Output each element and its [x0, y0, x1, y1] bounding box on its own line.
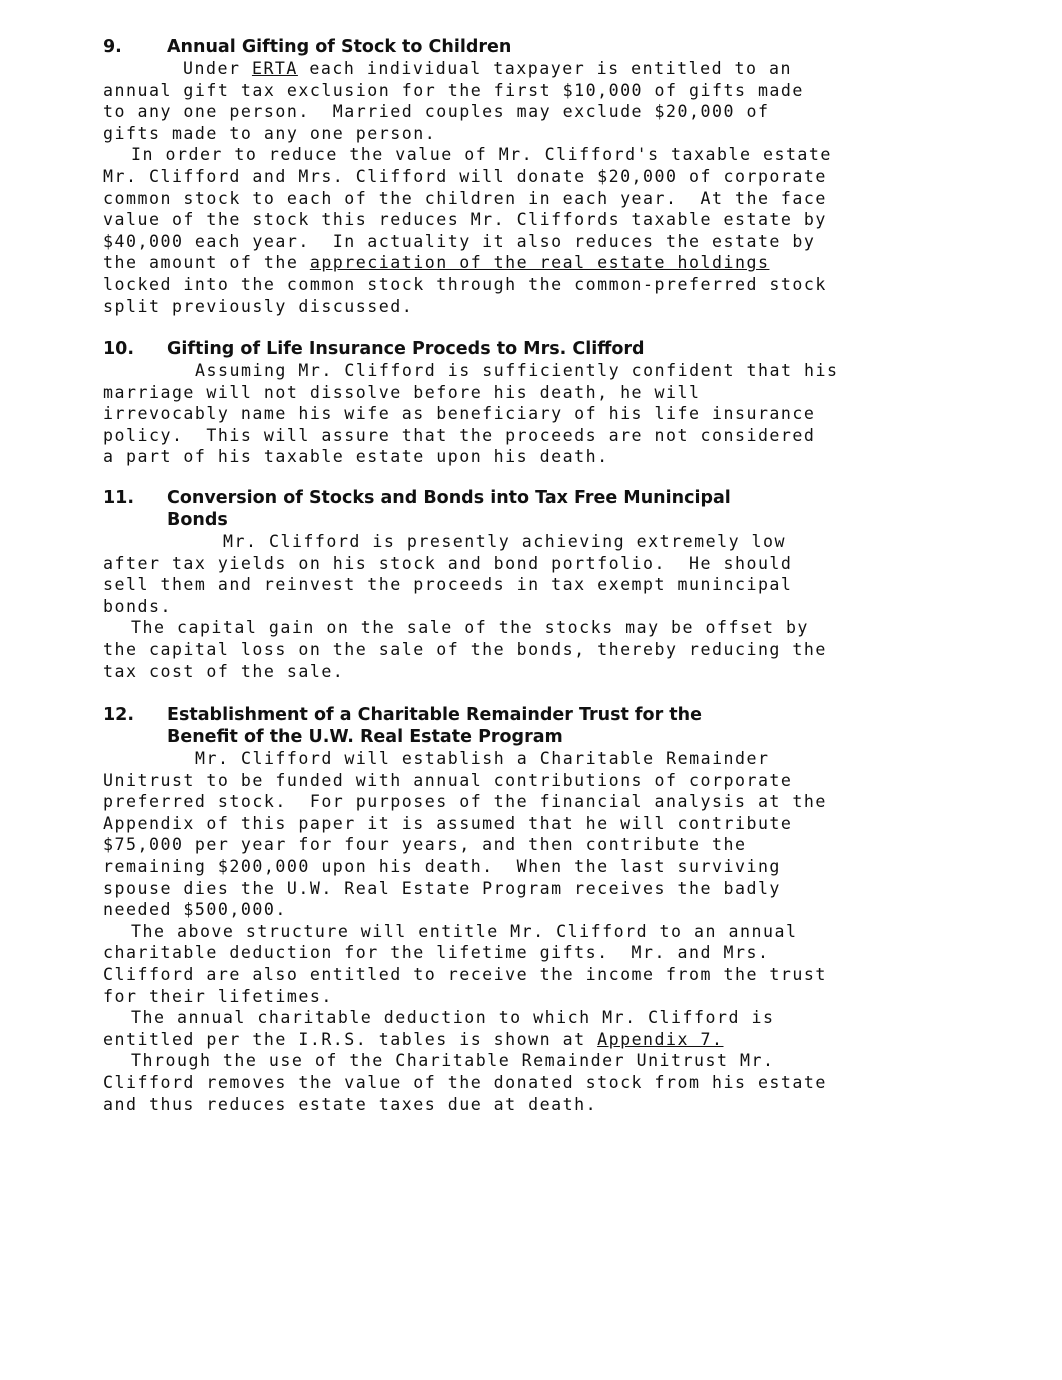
body-line — [103, 382, 953, 404]
body-line — [103, 942, 953, 964]
text-run: Clifford removes the value of the donated stock from his estate — [103, 1072, 827, 1092]
section-title: Gifting of Life Insurance Proceds to Mrs. Clifford — [167, 339, 645, 359]
text-run: gifts made to any one person. — [103, 123, 437, 143]
body-line — [103, 446, 953, 468]
body-line — [103, 403, 953, 425]
text-run: common stock to each of the children in each year. At the face — [103, 188, 827, 208]
body-line — [103, 856, 953, 878]
body-line — [103, 661, 953, 683]
text-run: Appendix of this paper it is assumed that he will contribute — [103, 813, 793, 833]
text-run: value of the stock this reduces Mr. Cliffords taxable estate by — [103, 210, 827, 230]
text-run: for their lifetimes. — [103, 986, 333, 1006]
section-heading — [103, 338, 953, 360]
body-line — [103, 80, 953, 102]
text-run: marriage will not dissolve before his death, he will — [103, 382, 701, 402]
section-heading-continued — [103, 509, 953, 531]
text-run: The annual charitable deduction to which Mr. Clifford is — [131, 1008, 775, 1028]
text-run: split previously discussed. — [103, 296, 414, 316]
body-line — [103, 964, 953, 986]
section-number: 9. — [103, 37, 122, 57]
text-run: Mr. Clifford will establish a Charitable Remainder — [195, 749, 770, 768]
body-line — [103, 878, 953, 900]
body-line — [103, 296, 953, 318]
text-run: tax cost of the sale. — [103, 661, 345, 681]
underlined-text: appreciation of the real estate holdings — [309, 253, 770, 273]
section-number: 10. — [103, 339, 135, 359]
text-run: after tax yields on his stock and bond portfolio. He should — [103, 553, 793, 573]
section-body — [103, 531, 953, 682]
text-run: annual gift tax exclusion for the first $10,000 of gifts made — [103, 80, 804, 100]
section-number: 12. — [103, 705, 135, 725]
section-life-insurance — [103, 338, 953, 468]
body-line — [103, 813, 953, 835]
text-run: The capital gain on the sale of the stocks may be offset by — [131, 618, 809, 638]
text-run: spouse dies the U.W. Real Estate Program receives the badly — [103, 878, 781, 898]
text-run: The above structure will entitle Mr. Clifford to an annual — [131, 921, 798, 941]
section-annual-gifting — [103, 36, 953, 317]
body-line — [103, 899, 953, 921]
body-line — [103, 144, 953, 166]
body-line — [103, 58, 953, 80]
section-municipal-bonds — [103, 487, 953, 682]
body-line — [103, 252, 953, 274]
body-line — [103, 1094, 953, 1116]
body-line — [103, 834, 953, 856]
text-run: the amount of the — [103, 253, 310, 273]
text-run: Clifford are also entitled to receive the income from the trust — [103, 964, 827, 984]
text-run: and thus reduces estate taxes due at death. — [103, 1094, 598, 1114]
text-run: $75,000 per year for four years, and then contribute the — [103, 835, 747, 855]
body-line — [103, 574, 953, 596]
text-run: Under — [183, 59, 252, 78]
text-run: irrevocably name his wife as beneficiary of his life insurance — [103, 404, 816, 424]
body-line — [103, 553, 953, 575]
body-line — [103, 1050, 953, 1072]
section-title: Conversion of Stocks and Bonds into Tax Free Munincipal — [167, 488, 731, 508]
body-line — [103, 425, 953, 447]
body-line — [103, 209, 953, 231]
body-line — [103, 1072, 953, 1094]
text-run: entitled per the I.R.S. tables is shown at — [103, 1029, 598, 1049]
section-title: Annual Gifting of Stock to Children — [167, 37, 512, 57]
body-line — [103, 986, 953, 1008]
text-run: Mr. Clifford and Mrs. Clifford will donate $20,000 of corporate — [103, 166, 827, 186]
body-line — [103, 748, 953, 770]
section-heading-continued — [103, 726, 953, 748]
text-run: the capital loss on the sale of the bonds, thereby reducing the — [103, 639, 827, 659]
section-body — [103, 58, 953, 317]
section-heading — [103, 704, 953, 726]
text-run: preferred stock. For purposes of the financial analysis at the — [103, 792, 827, 812]
text-run: needed $500,000. — [103, 900, 287, 920]
text-run: policy. This will assure that the proceeds are not considered — [103, 425, 816, 445]
text-run: remaining $200,000 upon his death. When the last surviving — [103, 856, 781, 876]
text-run: a part of his taxable estate upon his death. — [103, 447, 609, 467]
text-run: $40,000 each year. In actuality it also reduces the estate by — [103, 231, 816, 251]
text-run: In order to reduce the value of Mr. Clifford's taxable estate — [131, 145, 832, 165]
body-line — [103, 166, 953, 188]
text-run: Mr. Clifford is presently achieving extremely low — [223, 532, 787, 551]
underlined-text: ERTA — [251, 59, 298, 78]
text-run: bonds. — [103, 596, 172, 616]
body-line — [103, 231, 953, 253]
section-heading — [103, 487, 953, 509]
body-line — [103, 531, 953, 553]
underlined-text: Appendix 7. — [597, 1029, 724, 1049]
text-run: Assuming Mr. Clifford is sufficiently confident that his — [195, 361, 839, 380]
text-run: charitable deduction for the lifetime gifts. Mr. and Mrs. — [103, 943, 770, 963]
section-heading — [103, 36, 953, 58]
text-run: to any one person. Married couples may exclude $20,000 of — [103, 102, 770, 122]
section-title: Bonds — [167, 510, 228, 530]
body-line — [103, 1007, 953, 1029]
section-charitable-trust — [103, 704, 953, 1115]
section-title: Establishment of a Charitable Remainder Trust for the — [167, 705, 702, 725]
section-number: 11. — [103, 488, 135, 508]
body-line — [103, 1029, 953, 1051]
text-run: each individual taxpayer is entitled to an — [297, 59, 793, 78]
section-body — [103, 748, 953, 1115]
body-line — [103, 188, 953, 210]
section-title: Benefit of the U.W. Real Estate Program — [167, 727, 563, 747]
text-run: locked into the common stock through the common-preferred stock — [103, 274, 827, 294]
body-line — [103, 639, 953, 661]
text-run: sell them and reinvest the proceeds in tax exempt munincipal — [103, 575, 793, 595]
body-line — [103, 101, 953, 123]
body-line — [103, 596, 953, 618]
body-line — [103, 770, 953, 792]
text-run: Unitrust to be funded with annual contributions of corporate — [103, 770, 793, 790]
text-run: Through the use of the Charitable Remainder Unitrust Mr. — [131, 1051, 775, 1071]
body-line — [103, 791, 953, 813]
body-line — [103, 274, 953, 296]
body-line — [103, 617, 953, 639]
body-line — [103, 921, 953, 943]
section-body — [103, 360, 953, 468]
body-line — [103, 360, 953, 382]
body-line — [103, 123, 953, 145]
